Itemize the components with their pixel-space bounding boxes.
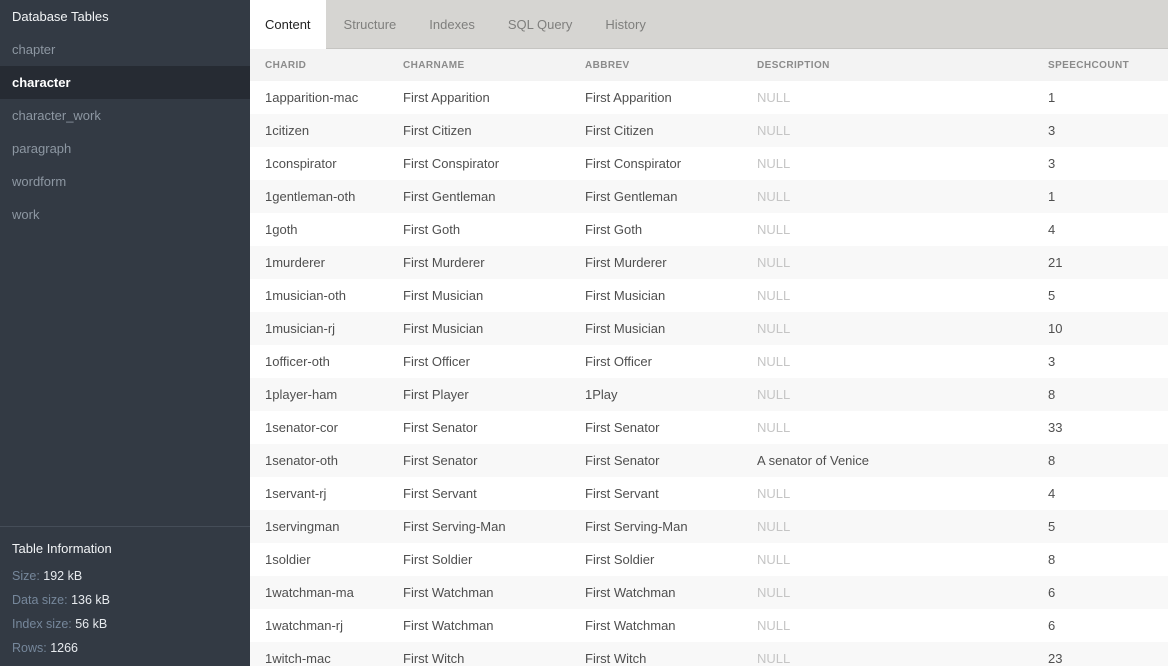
table-cell[interactable]: 8: [1048, 453, 1056, 468]
table-row[interactable]: [250, 114, 1168, 147]
table-list: [0, 33, 250, 231]
table-row[interactable]: [250, 279, 1168, 312]
tab-content[interactable]: Content: [250, 0, 326, 49]
table-info-stat-rows-: [12, 636, 238, 660]
table-row[interactable]: [250, 81, 1168, 114]
table-cell[interactable]: NULL: [757, 123, 791, 138]
table-row[interactable]: [250, 411, 1168, 444]
table-row[interactable]: [250, 609, 1168, 642]
table-cell[interactable]: First Servant: [403, 486, 477, 501]
table-cell[interactable]: First Soldier: [403, 552, 473, 567]
table-cell[interactable]: First Apparition: [403, 90, 490, 105]
table-cell[interactable]: First Senator: [403, 453, 478, 468]
table-row[interactable]: [250, 477, 1168, 510]
table-cell[interactable]: 1murderer: [265, 255, 325, 270]
table-cell[interactable]: First Officer: [585, 354, 652, 369]
table-cell[interactable]: 1watchman-ma: [265, 585, 354, 600]
table-info-title: Table Information: [12, 541, 112, 556]
table-row[interactable]: [250, 444, 1168, 477]
table-cell[interactable]: First Serving-Man: [403, 519, 506, 534]
tab-sql-query[interactable]: SQL Query: [507, 17, 573, 32]
table-cell[interactable]: NULL: [757, 189, 791, 204]
table-cell[interactable]: First Soldier: [585, 552, 655, 567]
table-row[interactable]: [250, 213, 1168, 246]
table-cell[interactable]: First Murderer: [403, 255, 485, 270]
table-cell[interactable]: NULL: [757, 651, 791, 666]
table-info-stats: [12, 564, 238, 660]
table-cell[interactable]: NULL: [757, 255, 791, 270]
table-cell[interactable]: 1musician-rj: [265, 321, 336, 336]
table-cell[interactable]: First Goth: [585, 222, 643, 237]
stat-value: 192 kB: [43, 569, 83, 583]
table-row[interactable]: [250, 642, 1168, 666]
table-cell[interactable]: 6: [1048, 618, 1056, 633]
table-cell[interactable]: First Watchman: [403, 585, 494, 600]
table-cell[interactable]: 3: [1048, 354, 1056, 369]
table-cell[interactable]: First Watchman: [403, 618, 494, 633]
table-cell[interactable]: First Citizen: [585, 123, 654, 138]
table-info-stat-index-size-: [12, 612, 238, 636]
stat-label: Rows:: [12, 641, 51, 655]
table-cell[interactable]: First Watchman: [585, 618, 676, 633]
table-cell[interactable]: First Player: [403, 387, 469, 402]
table-cell[interactable]: First Senator: [585, 420, 660, 435]
table-cell[interactable]: 1apparition-mac: [265, 90, 359, 105]
table-cell[interactable]: First Witch: [403, 651, 465, 666]
table-cell[interactable]: 1citizen: [265, 123, 310, 138]
table-cell[interactable]: 5: [1048, 288, 1056, 303]
table-cell[interactable]: First Musician: [585, 288, 666, 303]
column-header-charname[interactable]: CHARNAME: [403, 59, 465, 71]
table-cell[interactable]: First Musician: [403, 288, 484, 303]
sidebar-item-wordform[interactable]: wordform: [12, 174, 67, 189]
table-cell[interactable]: 1musician-oth: [265, 288, 346, 303]
table-cell[interactable]: First Serving-Man: [585, 519, 688, 534]
tab-bar: [250, 0, 1168, 49]
table-cell[interactable]: 1soldier: [265, 552, 311, 567]
stat-label: Index size:: [12, 617, 76, 631]
table-cell[interactable]: NULL: [757, 486, 791, 501]
table-cell[interactable]: First Apparition: [585, 90, 672, 105]
table-cell[interactable]: First Citizen: [403, 123, 472, 138]
stat-value: 1266: [50, 641, 79, 655]
table-cell[interactable]: A senator of Venice: [757, 453, 870, 468]
table-cell[interactable]: 21: [1048, 255, 1063, 270]
sidebar-item-character[interactable]: character: [0, 66, 250, 99]
stat-label: Size:: [12, 569, 44, 583]
table-cell[interactable]: 1senator-cor: [265, 420, 338, 435]
table-cell[interactable]: NULL: [757, 420, 791, 435]
stat-value: 56 kB: [75, 617, 108, 631]
table-row[interactable]: [250, 378, 1168, 411]
table-cell[interactable]: 1Play: [585, 387, 618, 402]
table-cell[interactable]: 6: [1048, 585, 1056, 600]
table-cell[interactable]: First Watchman: [585, 585, 676, 600]
sidebar: [0, 0, 250, 666]
table-cell[interactable]: 1senator-oth: [265, 453, 338, 468]
table-cell[interactable]: First Senator: [585, 453, 660, 468]
column-header-speechcount[interactable]: SPEECHCOUNT: [1048, 59, 1130, 71]
table-cell[interactable]: First Servant: [585, 486, 659, 501]
sidebar-item-paragraph[interactable]: paragraph: [12, 141, 72, 156]
table-cell[interactable]: 1servingman: [265, 519, 340, 534]
table-cell[interactable]: NULL: [757, 222, 791, 237]
column-header-abbrev[interactable]: ABBREV: [585, 59, 630, 71]
table-cell[interactable]: 1servant-rj: [265, 486, 327, 501]
sidebar-item-chapter[interactable]: chapter: [12, 42, 56, 57]
table-info-panel: [0, 526, 250, 666]
table-cell[interactable]: 5: [1048, 519, 1056, 534]
main-panel: [250, 0, 1168, 666]
table-cell[interactable]: NULL: [757, 618, 791, 633]
table-row[interactable]: [250, 345, 1168, 378]
table-row[interactable]: [250, 576, 1168, 609]
table-cell[interactable]: 8: [1048, 552, 1056, 567]
table-cell[interactable]: NULL: [757, 585, 791, 600]
table-cell[interactable]: First Conspirator: [403, 156, 500, 171]
table-cell[interactable]: First Goth: [403, 222, 461, 237]
table-cell[interactable]: First Musician: [403, 321, 484, 336]
table-cell[interactable]: 1player-ham: [265, 387, 338, 402]
table-body: [250, 81, 1168, 666]
sidebar-item-work[interactable]: work: [12, 207, 40, 222]
table-cell[interactable]: 1: [1048, 189, 1056, 204]
table-cell[interactable]: 23: [1048, 651, 1063, 666]
tab-history[interactable]: History: [605, 17, 646, 32]
table-cell[interactable]: 4: [1048, 486, 1056, 501]
table-cell[interactable]: First Senator: [403, 420, 478, 435]
table-cell[interactable]: NULL: [757, 519, 791, 534]
table-row[interactable]: [250, 180, 1168, 213]
table-cell[interactable]: First Gentleman: [585, 189, 678, 204]
sidebar-title: Database Tables: [12, 9, 109, 24]
table-cell[interactable]: 1goth: [265, 222, 298, 237]
table-cell[interactable]: NULL: [757, 156, 791, 171]
tab-indexes[interactable]: Indexes: [429, 17, 475, 32]
table-cell[interactable]: First Witch: [585, 651, 647, 666]
table-info-stat-size-: [12, 564, 238, 588]
column-header-description[interactable]: DESCRIPTION: [757, 59, 830, 71]
table-cell[interactable]: 1conspirator: [265, 156, 337, 171]
column-header-charid[interactable]: CHARID: [265, 59, 307, 71]
table-cell[interactable]: 1watchman-rj: [265, 618, 344, 633]
table-cell[interactable]: NULL: [757, 354, 791, 369]
table-cell[interactable]: NULL: [757, 90, 791, 105]
stat-value: 136 kB: [71, 593, 110, 607]
table-cell[interactable]: 33: [1048, 420, 1063, 435]
table-row[interactable]: [250, 312, 1168, 345]
table-cell[interactable]: NULL: [757, 552, 791, 567]
tab-structure[interactable]: Structure: [343, 17, 397, 32]
table-info-stat-data-size-: [12, 588, 238, 612]
table-cell[interactable]: 1: [1048, 90, 1056, 105]
table-cell[interactable]: 10: [1048, 321, 1063, 336]
table-cell[interactable]: First Officer: [403, 354, 470, 369]
table-cell[interactable]: First Musician: [585, 321, 666, 336]
table-cell[interactable]: NULL: [757, 288, 791, 303]
table-cell[interactable]: NULL: [757, 387, 791, 402]
table-cell[interactable]: 1witch-mac: [265, 651, 331, 666]
table-row[interactable]: [250, 510, 1168, 543]
table-cell[interactable]: 8: [1048, 387, 1056, 402]
table-cell[interactable]: 3: [1048, 156, 1056, 171]
table-cell[interactable]: 1gentleman-oth: [265, 189, 356, 204]
table-cell[interactable]: NULL: [757, 321, 791, 336]
table-cell[interactable]: 4: [1048, 222, 1056, 237]
table-row[interactable]: [250, 246, 1168, 279]
table-row[interactable]: [250, 543, 1168, 576]
stat-label: Data size:: [12, 593, 72, 607]
table-cell[interactable]: First Murderer: [585, 255, 667, 270]
table-header-row: [250, 49, 1168, 81]
table-cell[interactable]: First Conspirator: [585, 156, 682, 171]
sidebar-item-character-work[interactable]: character_work: [12, 108, 101, 123]
table-cell[interactable]: 1officer-oth: [265, 354, 330, 369]
table-cell[interactable]: 3: [1048, 123, 1056, 138]
table-row[interactable]: [250, 147, 1168, 180]
table-cell[interactable]: First Gentleman: [403, 189, 496, 204]
